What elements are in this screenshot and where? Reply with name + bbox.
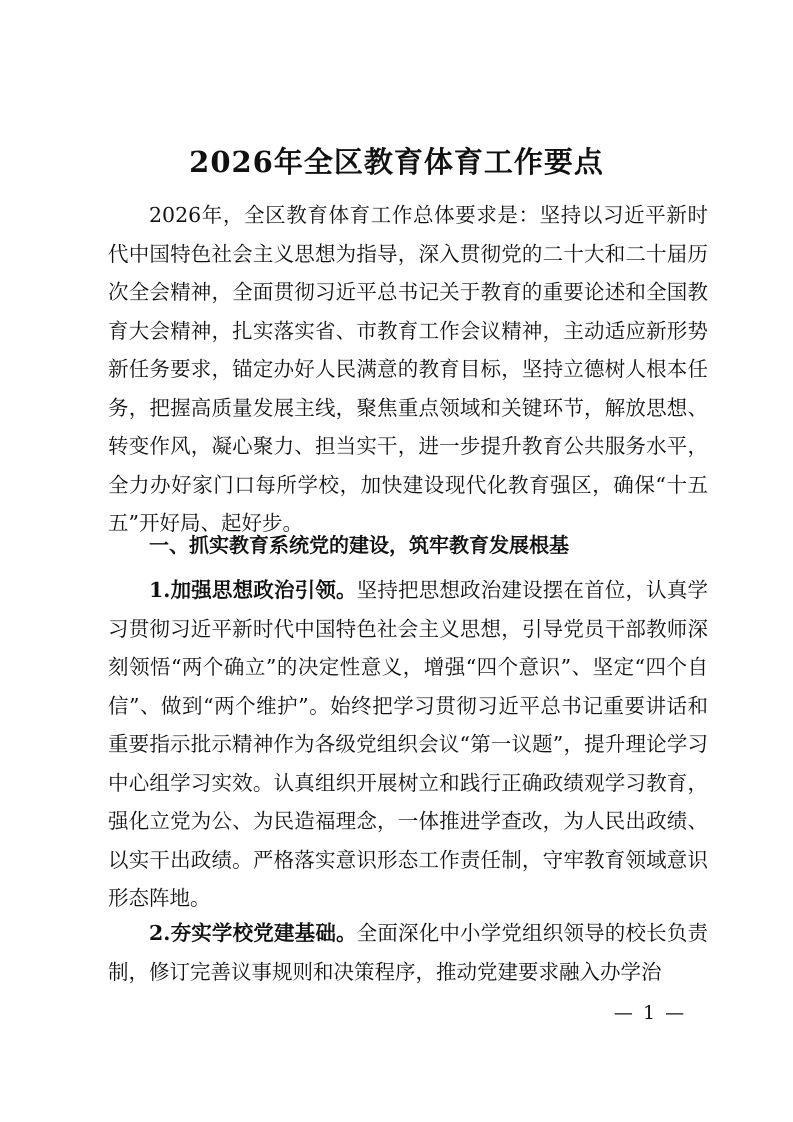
- item-2-text: 全面深化中小学党组织领导的校长负责制，修订完善议事规则和决策程序，推动党建要求融入办学治: [108, 921, 708, 984]
- document-title: 2026年全区教育体育工作要点: [189, 145, 604, 179]
- page-number: — 1 —: [613, 1002, 687, 1024]
- item-2-lead: 2.夯实学校党建基础。: [149, 921, 357, 945]
- section-heading-1: 一、抓实教育系统党的建设，筑牢教育发展根基: [149, 533, 569, 557]
- intro-paragraph: 2026年，全区教育体育工作总体要求是：坚持以习近平新时代中国特色社会主义思想为指导，深入贯彻党的二十大和二十届历次全会精神，全面贯彻习近平总书记关于教育的重要论述和全国教育大会精神，扎实落实省、市教育工作会议精神，主动适应新形势新任务要求，锚定办好人民满意的教育目标，坚持立德树人根本任务，把握高质量发展主线，聚焦重点领域和关键环节，解放思想、转变作风，凝心聚力、担当实干，进一步提升教育公共服务水平，全力办好家门口每所学校，加快建设现代化教育强区，确保“十五五”开好局、起好步。: [108, 203, 708, 535]
- item-1-text: 坚持把思想政治建设摆在首位，认真学习贯彻习近平新时代中国特色社会主义思想，引导党员干部教师深刻领悟“两个确立”的决定性意义，增强“四个意识”、坚定“四个自信”、做到“两个维护”。始终把学习贯彻习近平总书记重要讲话和重要指示批示精神作为各级党组织会议“第一议题”，提升理论学习中心组学习实效。认真组织开展树立和践行正确政绩观学习教育，强化立党为公、为民造福理念，一体推进学查改，为人民出政绩、以实干出政绩。严格落实意识形态工作责任制，守牢教育领域意识形态阵地。: [108, 578, 708, 910]
- item-paragraph-2: [108, 914, 708, 991]
- item-paragraph-1: [108, 571, 708, 918]
- item-1-lead: 1.加强思想政治引领。: [149, 578, 357, 602]
